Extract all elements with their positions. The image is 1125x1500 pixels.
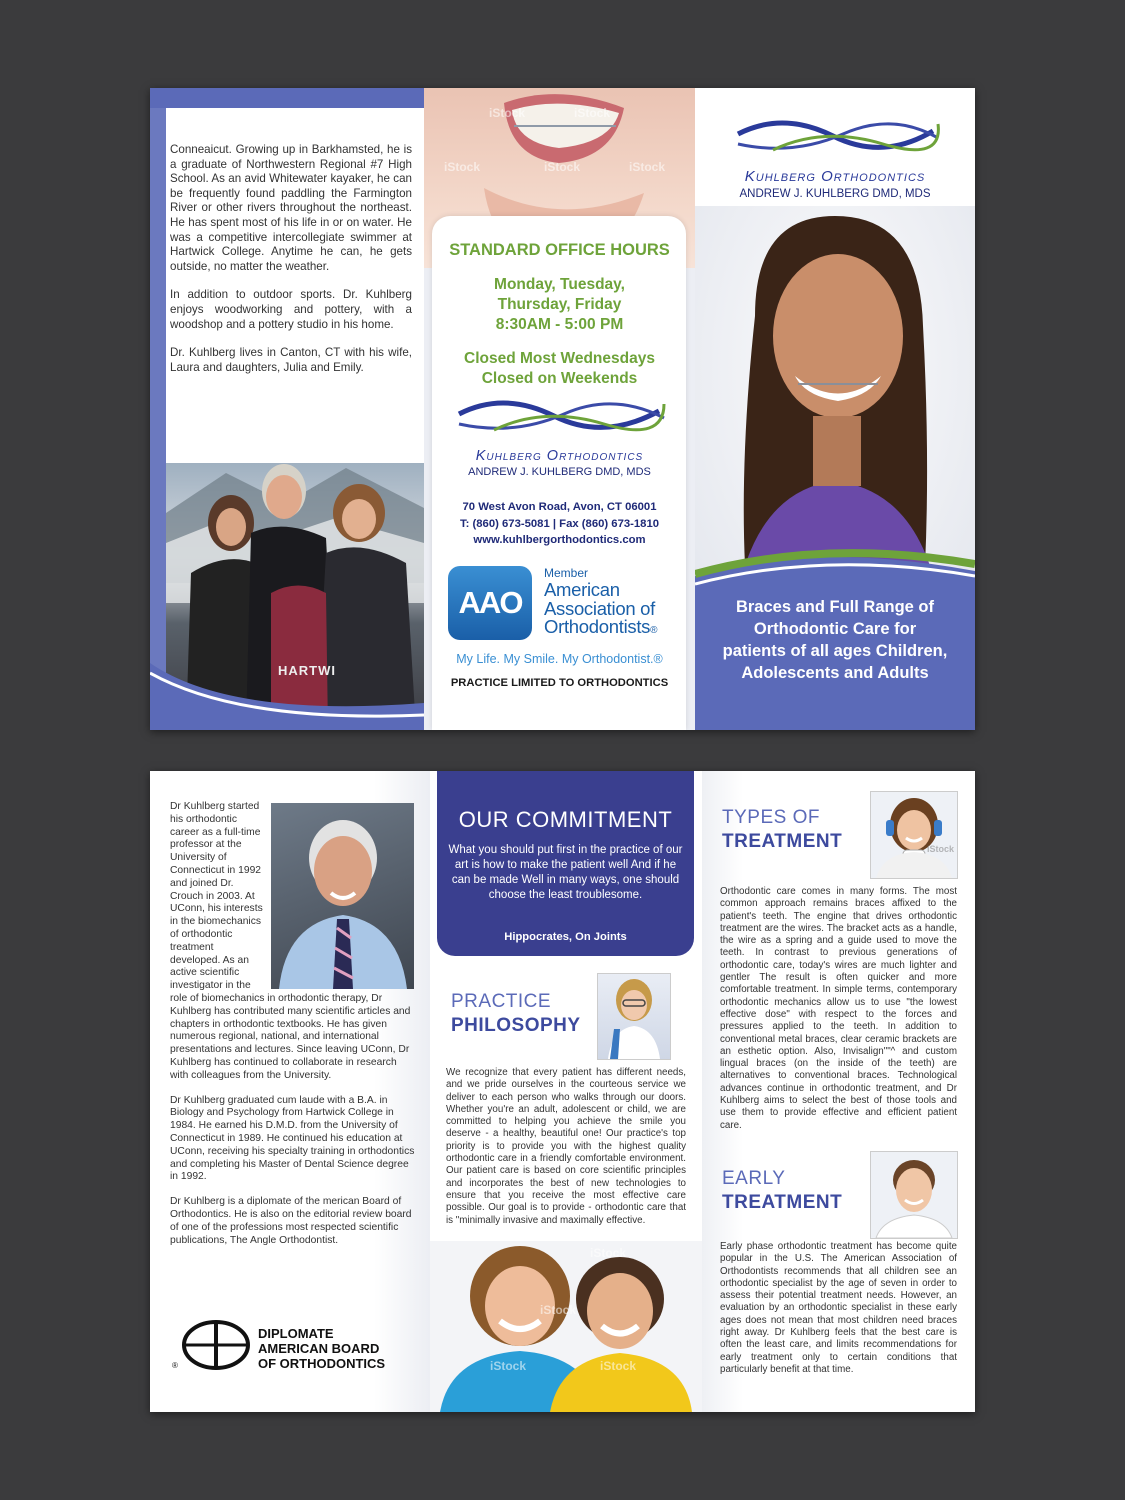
back-bio-text [170, 801, 415, 1247]
contact-block [424, 499, 695, 549]
aao-badge-text: AAO [458, 585, 522, 620]
shirt-text: HARTWI [278, 663, 336, 678]
closed-1: Closed Most Wednesdays [464, 350, 655, 367]
watermark: iStock [629, 160, 666, 174]
watermark: iStock [574, 106, 611, 120]
back-left-panel [150, 771, 430, 1412]
watermark: iStock [927, 844, 955, 854]
girl-headphones-illustration [871, 792, 957, 878]
address: 70 West Avon Road, Avon, CT 06001 [462, 501, 657, 513]
philosophy-title-1: PRACTICE [451, 991, 552, 1012]
logo-name: Kuhlberg Orthodontics [475, 448, 644, 464]
abo-text [258, 1326, 385, 1371]
watermark: iStock [490, 1359, 527, 1373]
abo-line-1: DIPLOMATE [258, 1326, 334, 1341]
abo-logo-icon [180, 1318, 252, 1372]
closed-2: Closed on Weekends [481, 370, 638, 387]
bio-paragraph: Dr Kuhlberg started his orthodontic career as a full-time professor at the University of Connecticut in 1992 and joined Dr. Crouch in 2003. At UConn, his interests in the biomechanics of orthodontic treatment developed. As an active scientific investigator in the role of biomechanics in orthodontic therapy, Dr Kuhlberg has contributed many scientific articles and chapters in orthodontic textbooks. He has given numerous regional, national, and international presentations and lectures. Since leaving UConn, Dr Kuhlberg has continued to collaborate in research with colleagues from the University. [170, 801, 411, 1081]
aao-name-1: American [544, 579, 620, 600]
early-title-1: EARLY [722, 1168, 786, 1189]
teens-with-braces-photo [430, 1241, 702, 1412]
left-panel-wave [150, 663, 424, 730]
logo-doctor: ANDREW J. KUHLBERG DMD, MDS [468, 466, 651, 478]
hours-days-2: Thursday, Friday [497, 296, 622, 313]
watermark: iStock [444, 160, 481, 174]
tagline-3: patients of all ages Children, [722, 642, 948, 660]
boy-illustration [871, 1152, 957, 1238]
types-text: Orthodontic care comes in many forms. The most common approach remains braces affixed to the patient's teeth. The engine that drives orthodontic treatment are the wires. The bracket acts as a handle, the wire as a spring and a guide used to move the teeth. In contrast to previous generations of orthodontic care, today's wires are much lighter and gentler The result is often quicker and more comfortable treatment. In simple terms, contemporary orthodontic mechanics allow us to use "the lowest effective dose" with respect to the forces and pressures applied to the teeth. In addition to conventional metal braces, clear ceramic brackets are an esthetic option. Also, Invisalign""^ and custom lingual braces (on the inside of the teeth) are alternatives to conventional braces. Technological advances continue in orthodontic treatment, and Dr Kuhlberg aims to select the best of those tools and use them to provide effective and efficient patient care. [720, 886, 957, 1131]
bio-paragraph: Dr Kuhlberg is a diplomate of the merican Board of Orthodontics. He is also on the editorial review board of one of the professions most respected scientific publications, The Angle Orthodontist. [170, 1196, 412, 1246]
logo-name: Kuhlberg Orthodontics [744, 168, 926, 185]
aao-member: Member [544, 566, 589, 580]
bio-paragraph: Dr Kuhlberg graduated cum laude with a B.A. in Biology and Psychology from Hartwick College in 1984. He earned his D.M.D. from the University of Connecticut in 1989. He continued his education at UConn, receiving his specialty training in orthodontics and completing his Master of Dental Science degree in 1992. [170, 1094, 415, 1183]
front-tagline [695, 596, 975, 684]
tagline-1: Braces and Full Range of [735, 598, 935, 616]
aao-name-3: Orthodontists® [544, 616, 658, 637]
aao-name [544, 581, 657, 641]
abo-line-3: OF ORTHODONTICS [258, 1356, 386, 1371]
philosophy-text: We recognize that every patient has different needs, and we pride ourselves in the courteous service we deliver to each person who walks through our doors. Whether you're an adult, adolescent or child, we are committed to helping you achieve the smile you deserve - a healthy, beautiful one! Our practice's top priority is to provide you with the highest quality orthodontic care in a friendly comfortable environment. Our patient care is based on core scientific principles and incorporates the best of new technologies to ensure that you receive the most effective care possible. Our goal is to provide - orthodontic care that is "minimally invasive and maximally effective. [446, 1067, 686, 1226]
back-middle-panel [430, 771, 702, 1412]
bio-paragraph: Dr. Kuhlberg lives in Canton, CT with his wife, Laura and daughters, Julia and Emily. [170, 346, 412, 374]
hours-block [424, 275, 695, 389]
aao-tagline: My Life. My Smile. My Orthodontist.® [456, 652, 663, 666]
girl-backpack-illustration [598, 974, 670, 1059]
commitment-quote: What you should put first in the practice of our art is how to make the patient well And if he can be made Well in many ways, one should choose the least troublesome. [448, 844, 683, 901]
teens-illustration [430, 1241, 702, 1412]
practice-limited: PRACTICE LIMITED TO ORTHODONTICS [450, 677, 669, 689]
front-bio-text [170, 143, 412, 375]
girl-headphones-photo [870, 791, 958, 879]
website-link[interactable]: www.kuhlbergorthodontics.com [473, 534, 646, 546]
left-side-strip [150, 108, 166, 708]
left-top-strip [150, 88, 424, 108]
bio-paragraph: Conneaicut. Growing up in Barkhamsted, he is a graduate of Northwestern Regional #7 High School. As an avid Whitewater kayaker, he can be frequently found paddling the Farmington River or other rivers throughout the northeast. He has spent most of his life in or on water. He was a competitive intercollegiate swimmer at Hartwick College. Anytime he can, he gets outside, no matter the weather. [170, 143, 412, 273]
kuhlberg-wave-logo-icon [733, 116, 943, 161]
watermark: iStock [590, 1246, 627, 1260]
watermark: iStock [544, 160, 581, 174]
bio-paragraph: In addition to outdoor sports. Dr. Kuhlberg enjoys woodworking and pottery, with a woodshop and a pottery studio in his home. [170, 288, 412, 331]
tagline-4: Adolescents and Adults [741, 664, 929, 682]
tagline-2: Orthodontic Care for [753, 620, 917, 638]
commitment-source: Hippocrates, On Joints [504, 931, 627, 943]
philosophy-title-2: PHILOSOPHY [451, 1015, 581, 1036]
hours-time: 8:30AM - 5:00 PM [495, 316, 624, 333]
hours-days-1: Monday, Tuesday, [494, 276, 625, 293]
front-left-panel [150, 88, 424, 730]
aao-badge [448, 566, 532, 640]
portrait-float-spacer [265, 801, 415, 991]
brochure-back [150, 771, 975, 1412]
brochure-front [150, 88, 975, 730]
early-text: Early phase orthodontic treatment has become quite popular in the U.S. The American Association of Orthodontists recommends that all children see an orthodontic specialist by the age of seven in order to assess their potential treatment needs. However, an evaluation by an orthodontic specialist in these early ages does not mean that most children need braces right away. Dr Kuhlberg feels that the best care is often the least care, and limits recommendations for early treatment only to certain conditions that particularly benefit at that time. [720, 1241, 957, 1375]
boy-smiling-photo [870, 1151, 958, 1239]
back-right-panel [702, 771, 975, 1412]
watermark: iStock [489, 106, 526, 120]
abo-reg: ® [172, 1361, 178, 1370]
logo-doctor: ANDREW J. KUHLBERG DMD, MDS [739, 188, 931, 200]
kuhlberg-wave-logo-icon [454, 396, 669, 438]
abo-line-2: AMERICAN BOARD [258, 1341, 380, 1356]
early-title-2: TREATMENT [722, 1192, 843, 1213]
phone: T: (860) 673-5081 | Fax (860) 673-1810 [459, 517, 660, 530]
types-title-1: TYPES OF [722, 807, 820, 828]
watermark: iStock [540, 1303, 577, 1317]
aao-name-2: Association of [544, 597, 655, 619]
types-title-2: TREATMENT [722, 831, 843, 852]
front-middle-panel [424, 88, 695, 730]
front-right-panel [695, 88, 975, 730]
girl-backpack-photo [597, 973, 671, 1060]
aao-reg: ® [650, 625, 658, 636]
hours-title: STANDARD OFFICE HOURS [449, 241, 670, 259]
watermark: iStock [600, 1359, 637, 1373]
commitment-title: OUR COMMITMENT [458, 807, 673, 832]
